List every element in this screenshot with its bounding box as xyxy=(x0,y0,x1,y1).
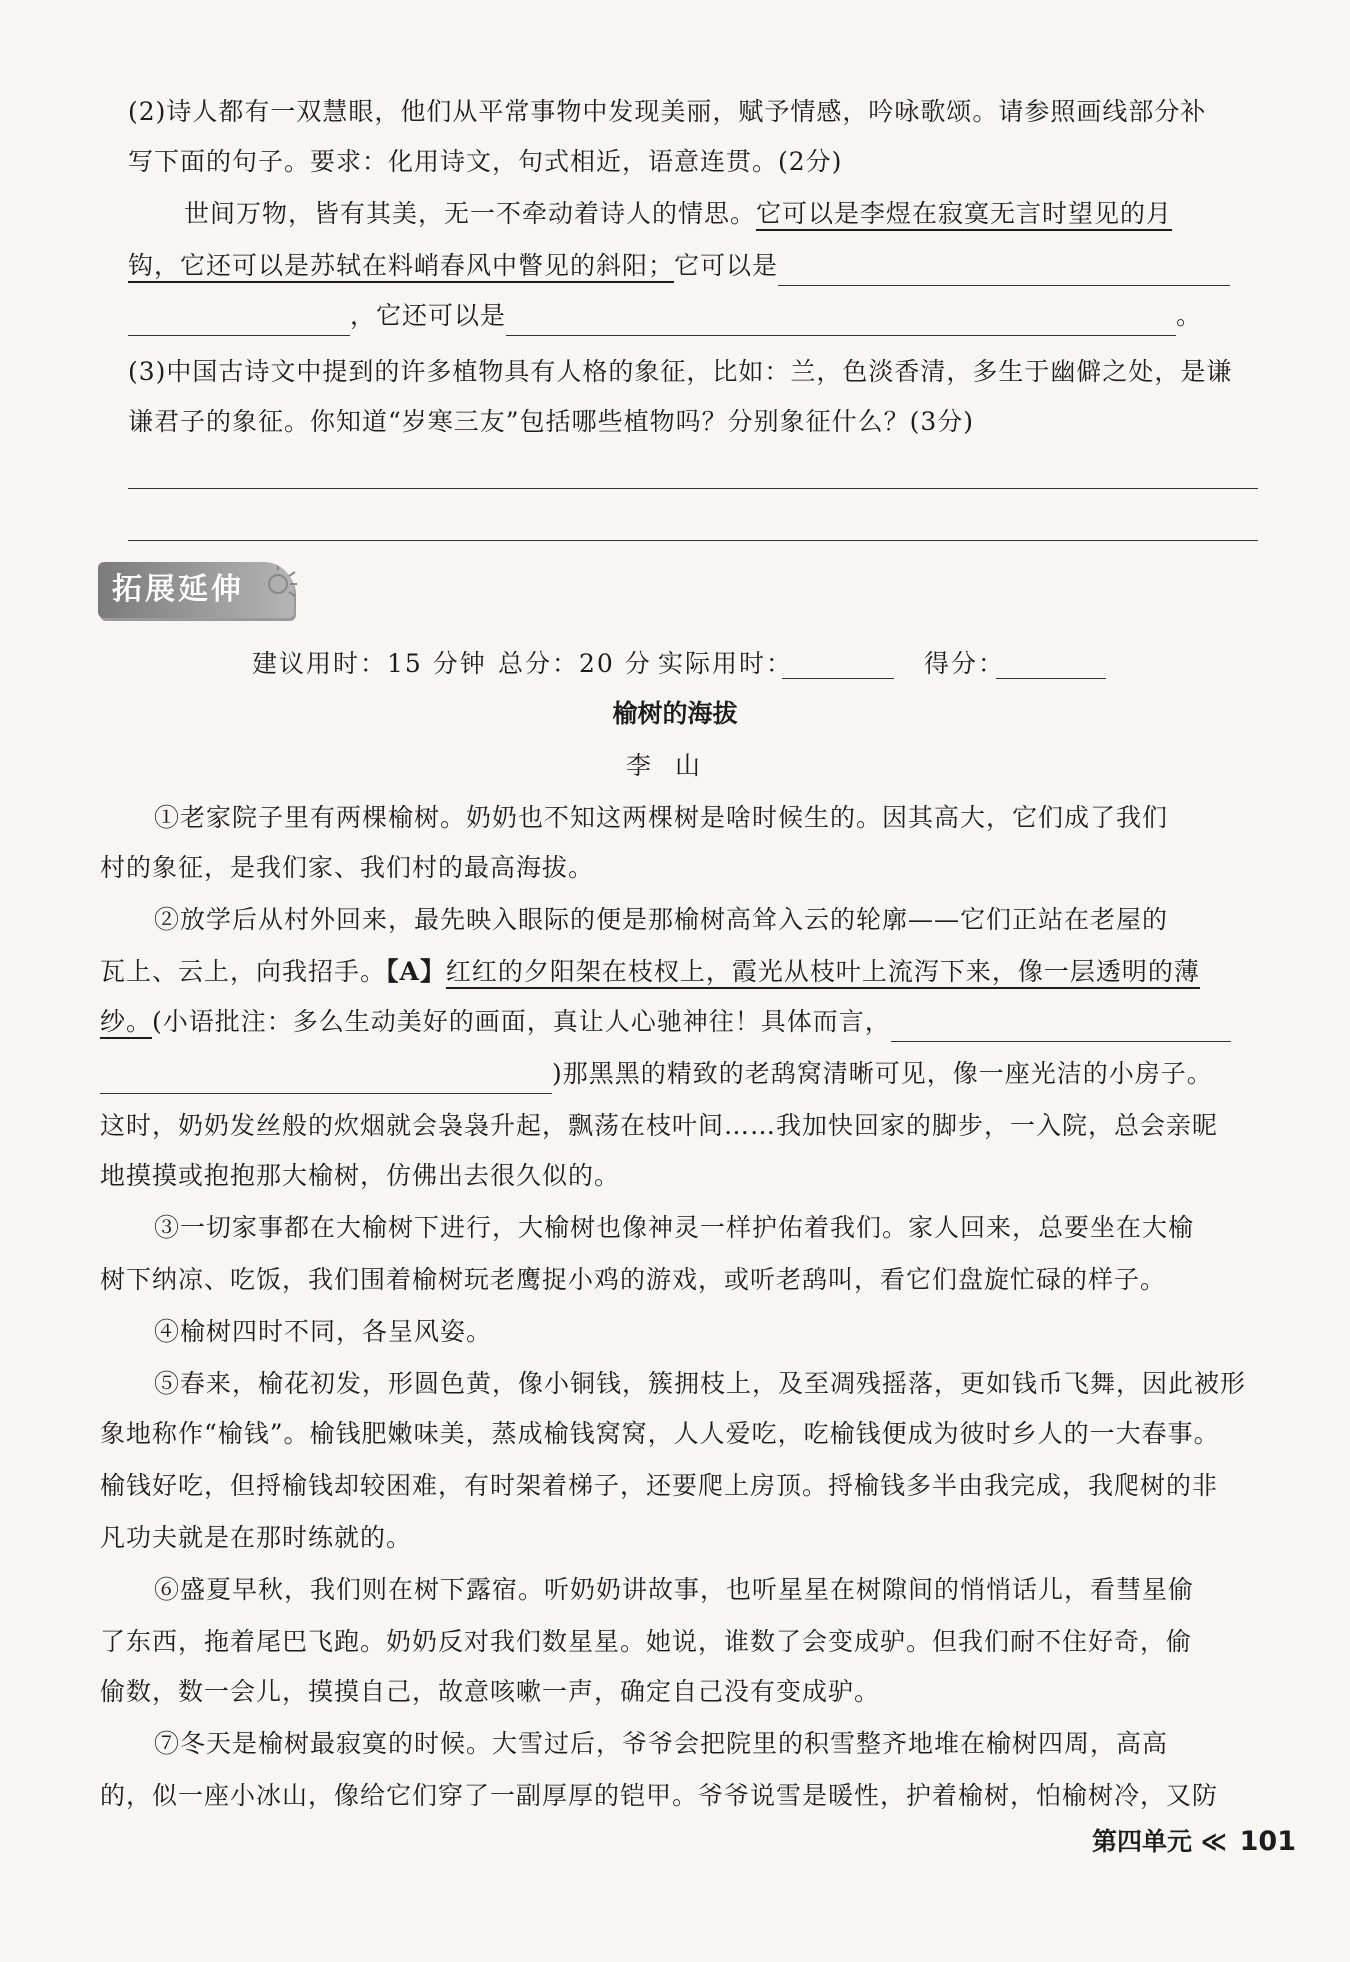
q2-answer-blank-3[interactable] xyxy=(506,305,1176,336)
p2-underlined-sentence: 红红的夕阳架在枝杈上，霞光从枝叶上流泻下来，像一层透明的薄 xyxy=(445,957,1200,986)
p6-line-c: 偷数，数一会儿，摸摸自己，故意咳嗽一声，确定自己没有变成驴。 xyxy=(100,1677,881,1706)
p3-line-a: ③一切家事都在大榆树下进行，大榆树也像神灵一样护佑着我们。家人回来，总要坐在大榆 xyxy=(154,1213,1195,1242)
p2-line-d-text: )那黑黑的精致的老鸹窝清晰可见，像一座光洁的小房子。 xyxy=(552,1059,1213,1088)
q3-answer-line-2[interactable] xyxy=(128,540,1258,541)
q2-example-underlined-2: 钩，它还可以是苏轼在料峭春风中瞥见的斜阳； xyxy=(128,251,675,280)
paragraph-line xyxy=(100,798,1260,838)
total-score: 总分：20 分 xyxy=(498,649,652,678)
p7-line-b: 的，似一座小冰山，像给它们穿了一副厚厚的铠甲。爷爷说雪是暖性，护着榆树，怕榆树冷，又防 xyxy=(100,1781,1219,1810)
q2-line-2: 写下面的句子。要求：化用诗文，句式相近，语意连贯。(2分) xyxy=(128,147,843,176)
p2-line-b-text: 瓦上、云上，向我招手。 xyxy=(100,957,387,986)
p2-underlined-end: 纱。 xyxy=(100,1007,153,1036)
lightbulb-icon xyxy=(262,566,298,602)
p5-line-a: ⑤春来，榆花初发，形圆色黄，像小铜钱，簇拥枝上，及至凋残摇落，更如钱币飞舞，因此被形 xyxy=(154,1369,1247,1398)
p6-line-a: ⑥盛夏早秋，我们则在树下露宿。听奶奶讲故事，也听星星在树隙间的悄悄话儿，看彗星偷 xyxy=(154,1575,1195,1604)
p2-line-d xyxy=(100,1054,1260,1094)
actual-time-label: 实际用时： xyxy=(658,649,794,678)
p3-line-b: 树下纳凉、吃饭，我们围着榆树玩老鹰捉小鸡的游戏，或听老鸹叫，看它们盘旋忙碌的样子。 xyxy=(100,1265,1167,1294)
paragraph-line xyxy=(100,1724,1260,1764)
p5-line-c: 榆钱好吃，但捋榆钱却较困难，有时架着梯子，还要爬上房顶。捋榆钱多半由我完成，我爬树的非 xyxy=(100,1471,1219,1500)
q2-line-3 xyxy=(128,194,1258,234)
q2-line-4 xyxy=(128,246,1258,286)
paragraph-line xyxy=(100,1364,1260,1404)
q2-line-4-text: 它可以是 xyxy=(674,251,779,280)
p5-line-b: 象地称作“榆钱”。榆钱肥嫩味美，蒸成榆钱窝窝，人人爱吃，吃榆钱便成为彼时乡人的一大春事。 xyxy=(100,1419,1220,1448)
p2-line-a: ②放学后从村外回来，最先映入眼际的便是那榆树高耸入云的轮廓——它们正站在老屋的 xyxy=(154,905,1169,934)
q2-line-5-text: ，它还可以是 xyxy=(350,301,507,330)
marker-a: 【A】 xyxy=(386,957,446,986)
q2-example-underlined: 它可以是李煜在寂寞无言时望见的月 xyxy=(756,199,1173,228)
score-blank[interactable] xyxy=(996,648,1106,679)
paragraph-line xyxy=(100,1208,1260,1248)
p7-line-a: ⑦冬天是榆树最寂寞的时候。大雪过后，爷爷会把院里的积雪整齐地堆在榆树四周，高高 xyxy=(154,1729,1169,1758)
p2-line-b xyxy=(100,952,1260,992)
q2-line-5-end: 。 xyxy=(1176,301,1203,330)
q2-line-1: (2)诗人都有一双慧眼，他们从平常事物中发现美丽，赋予情感，吟咏歌颂。请参照画线部分补 xyxy=(128,97,1207,126)
double-chevron-icon: ≪ xyxy=(1200,1827,1227,1856)
page-number: 101 xyxy=(1239,1826,1296,1857)
paragraph-line xyxy=(100,900,1260,940)
p6-line-b: 了东西，拖着尾巴飞跑。奶奶反对我们数星星。她说，谁数了会变成驴。但我们耐不住好奇，偷 xyxy=(100,1627,1193,1656)
p4-line: ④榆树四时不同，各呈风姿。 xyxy=(154,1317,493,1346)
p2-line-f: 地摸摸或抱抱那大榆树，仿佛出去很久似的。 xyxy=(100,1161,621,1190)
q2-line-5 xyxy=(128,296,1258,336)
p1-line-b: 村的象征，是我们家、我们村的最高海拔。 xyxy=(100,853,595,882)
q2-answer-blank-2[interactable] xyxy=(128,305,350,336)
paragraph-line xyxy=(100,1570,1260,1610)
p2-line-e: 这时，奶奶发丝般的炊烟就会袅袅升起，飘荡在枝叶间……我加快回家的脚步，一入院，总会亲昵 xyxy=(100,1111,1219,1140)
q2-answer-blank-1[interactable] xyxy=(778,255,1230,286)
paragraph-line xyxy=(100,1312,1260,1352)
suggested-time: 建议用时：15 分钟 xyxy=(252,649,487,678)
score-label: 得分： xyxy=(924,649,1006,678)
q3-answer-line-1[interactable] xyxy=(128,488,1258,489)
page-footer xyxy=(1092,1822,1296,1862)
actual-time-blank[interactable] xyxy=(782,648,894,679)
p1-line-a: ①老家院子里有两棵榆树。奶奶也不知这两棵树是啥时候生的。因其高大，它们成了我们 xyxy=(154,803,1169,832)
p5-line-d: 凡功夫就是在那时练就的。 xyxy=(100,1523,413,1552)
q3-line-2: 谦君子的象征。你知道“岁寒三友”包括哪些植物吗？分别象征什么？(3分) xyxy=(128,407,974,436)
p2-annotation: (小语批注：多么生动美好的画面，真让人心驰神往！具体而言， xyxy=(152,1007,891,1036)
q2-line-3-text: 世间万物，皆有其美，无一不牵动着诗人的情思。 xyxy=(184,199,757,228)
p2-line-c xyxy=(100,1002,1260,1042)
article-title: 榆树的海拔 xyxy=(612,699,738,728)
article-author: 李山 xyxy=(625,751,724,780)
unit-label: 第四单元 xyxy=(1092,1827,1193,1856)
q3-line-1: (3)中国古诗文中提到的许多植物具有人格的象征，比如：兰，色淡香清，多生于幽僻之处，是谦 xyxy=(128,357,1233,386)
section-title: 拓展延伸 xyxy=(112,572,244,607)
annotation-blank-2[interactable] xyxy=(100,1063,552,1094)
annotation-blank-1[interactable] xyxy=(891,1011,1231,1042)
